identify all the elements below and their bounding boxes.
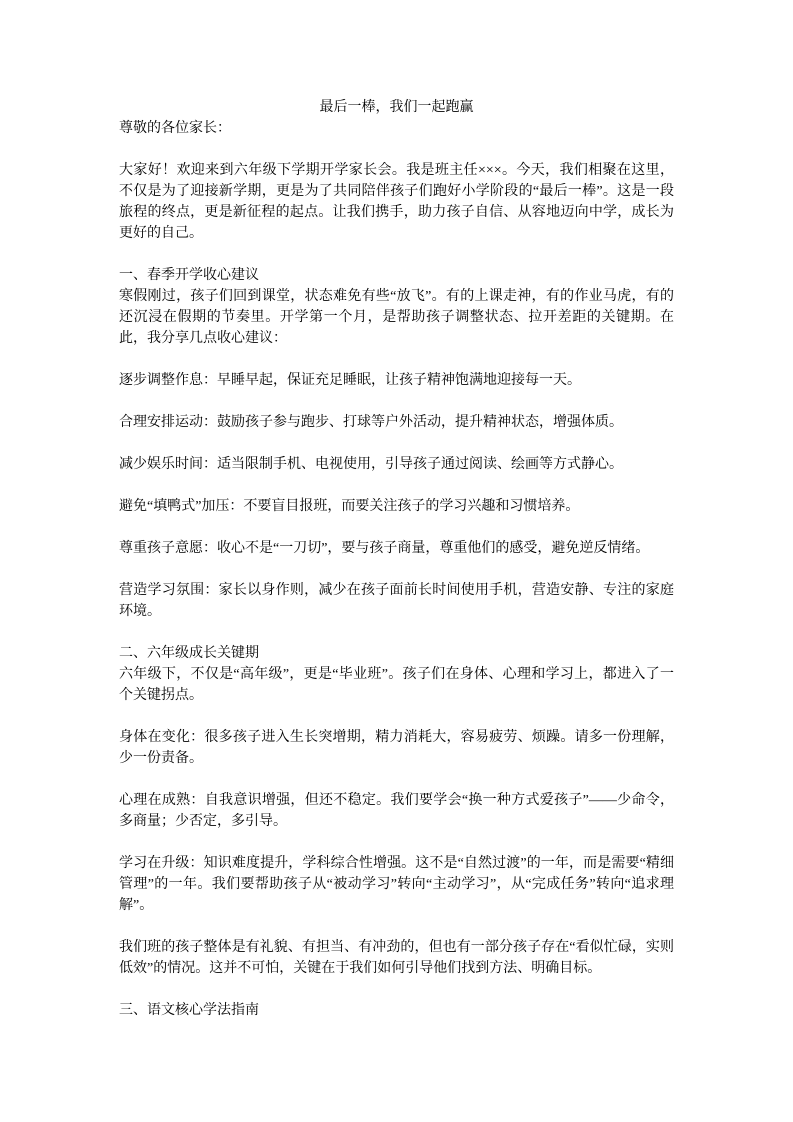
salutation: 尊敬的各位家长： bbox=[119, 121, 231, 136]
section-1-tip-2: 合理安排运动：鼓励孩子参与跑步、打球等户外活动，提升精神状态，增强体质。 bbox=[119, 415, 623, 430]
section-2-point-3: 学习在升级：知识难度提升，学科综合性增强。这不是“自然过渡”的一年，而是需要“精细管理”的一年。我们要帮助孩子从“被动学习”转向“主动学习”，从“完成任务”转向“追求理解”。 bbox=[119, 856, 674, 913]
section-1-tip-1: 逐步调整作息：早睡早起，保证充足睡眠，让孩子精神饱满地迎接每一天。 bbox=[119, 373, 581, 388]
section-1-tip-6: 营造学习氛围：家长以身作则，减少在孩子面前长时间使用手机，营造安静、专注的家庭环境。 bbox=[119, 583, 674, 619]
section-2-class-note: 我们班的孩子整体是有礼貌、有担当、有冲劲的，但也有一部分孩子存在“看似忙碌，实则低效”的情况。这并不可怕，关键在于我们如何引导他们找到方法、明确目标。 bbox=[119, 940, 674, 976]
section-1-tip-5: 尊重孩子意愿：收心不是“一刀切”，要与孩子商量，尊重他们的感受，避免逆反情绪。 bbox=[119, 541, 650, 556]
section-2-point-1: 身体在变化：很多孩子进入生长突增期，精力消耗大，容易疲劳、烦躁。请多一份理解，少一份责备。 bbox=[119, 730, 674, 766]
section-2-heading: 二、六年级成长关键期 bbox=[119, 646, 259, 661]
section-1-lead-paragraph: 寒假刚过，孩子们回到课堂，状态难免有些“放飞”。有的上课走神，有的作业马虎，有的还沉浸在假期的节奏里。开学第一个月，是帮助孩子调整状态、拉开差距的关键期。在此，我分享几点收心建议： bbox=[119, 289, 674, 346]
section-1-tip-3: 减少娱乐时间：适当限制手机、电视使用，引导孩子通过阅读、绘画等方式静心。 bbox=[119, 457, 623, 472]
section-2-lead-paragraph: 六年级下，不仅是“高年级”，更是“毕业班”。孩子们在身体、心理和学习上，都进入了一个关键拐点。 bbox=[119, 667, 674, 703]
document-title: 最后一棒，我们一起跑赢 bbox=[319, 100, 474, 115]
intro-paragraph: 大家好！欢迎来到六年级下学期开学家长会。我是班主任×××。今天，我们相聚在这里，不仅是为了迎接新学期，更是为了共同陪伴孩子们跑好小学阶段的“最后一棒”。这是一段旅程的终点，更是新征程的起点。让我们携手，助力孩子自信、从容地迈向中学，成长为更好的自己。 bbox=[119, 163, 674, 241]
section-3-heading: 三、语文核心学法指南 bbox=[119, 1003, 259, 1018]
section-1-tip-4: 避免“填鸭式”加压：不要盲目报班，而要关注孩子的学习兴趣和习惯培养。 bbox=[119, 499, 580, 514]
section-2-point-2: 心理在成熟：自我意识增强，但还不稳定。我们要学会“换一种方式爱孩子”——少命令，多商量；少否定，多引导。 bbox=[119, 793, 674, 829]
section-1-heading: 一、春季开学收心建议 bbox=[119, 268, 259, 283]
